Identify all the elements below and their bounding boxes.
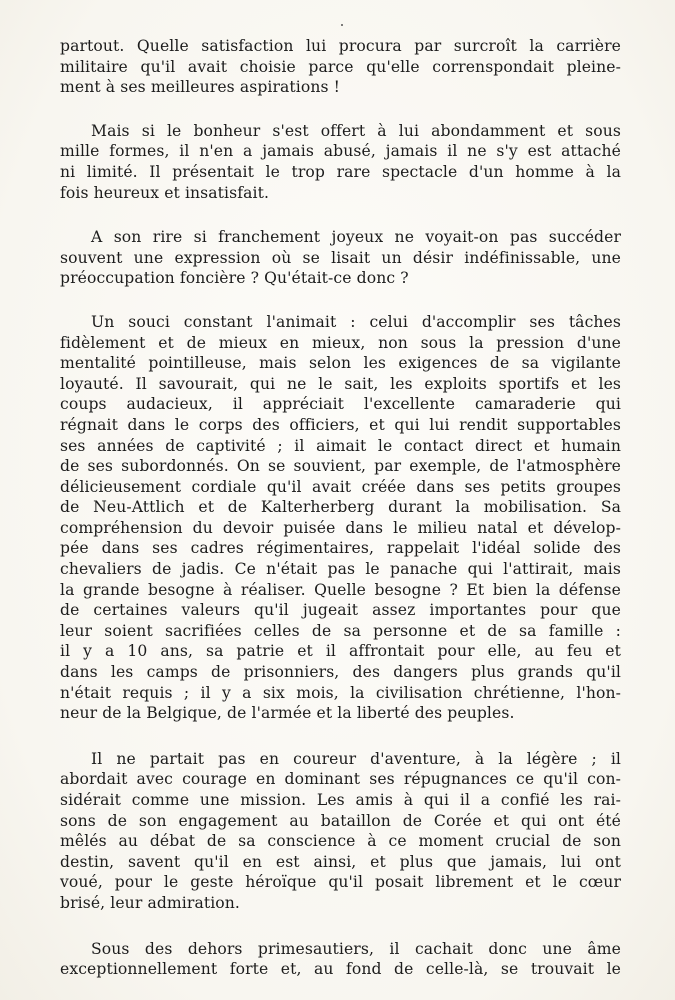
paragraph-4 — [60, 312, 621, 724]
text-line: leur soient sacrifiées celles de sa personne et de sa famille : — [60, 621, 621, 640]
text-line: ni limité. Il présentait le trop rare spectacle d'un homme à la — [60, 162, 621, 181]
text-line: pée dans ses cadres régimentaires, rappelait l'idéal solide des — [60, 539, 621, 558]
text-line: partout. Quelle satisfaction lui procura par surcroît la carrière — [60, 37, 621, 55]
text-line: délicieusement cordiale qu'il avait créée dans ses petits groupes — [60, 477, 621, 496]
text-line: voué, pour le geste héroïque qu'il posait librement et le cœur — [60, 873, 621, 892]
text-line: ment à ses meilleures aspirations ! — [60, 78, 341, 97]
paragraph-5 — [60, 749, 621, 914]
paragraph-2 — [60, 121, 621, 203]
text-line: de Neu-Attlich et de Kalterherberg durant la mobilisation. Sa — [60, 498, 621, 517]
text-line: abordait avec courage en dominant ses répugnances ce qu'il con- — [60, 770, 621, 789]
text-line: militaire qu'il avait choisie parce qu'elle correnspondait pleine- — [60, 57, 621, 76]
text-line: destin, savent qu'il en est ainsi, et plus que jamais, lui ont — [60, 852, 621, 871]
paragraph-6 — [60, 939, 621, 980]
ink-speck — [341, 24, 343, 26]
text-line: Un souci constant l'animait : celui d'accomplir ses tâches — [91, 312, 621, 331]
text-line: loyauté. Il savourait, qui ne le sait, les exploits sportifs et les — [60, 374, 621, 393]
paragraph-3 — [60, 227, 621, 289]
text-line: n'était requis ; il y a six mois, la civilisation chrétienne, l'hon- — [60, 683, 621, 702]
text-line: fidèlement et de mieux en mieux, non sous la pression d'une — [60, 333, 621, 352]
text-line: chevaliers de jadis. Ce n'était pas le panache qui l'attirait, mais — [60, 560, 621, 579]
text-line: de certaines valeurs qu'il jugeait assez importantes pour que — [60, 601, 621, 620]
text-line: coups audacieux, il appréciait l'excellente camaraderie qui — [60, 395, 621, 414]
text-line: mentalité pointilleuse, mais selon les exigences de sa vigilante — [60, 354, 621, 373]
body-text — [60, 36, 621, 980]
text-line: A son rire si franchement joyeux ne voyait-on pas succéder — [91, 228, 621, 247]
text-line: préoccupation foncière ? Qu'était-ce donc ? — [60, 269, 409, 288]
paragraph-1 — [60, 36, 621, 98]
text-line: de ses subordonnés. On se souvient, par exemple, de l'atmosphère — [60, 457, 621, 476]
text-line: mille formes, il n'en a jamais abusé, jamais il ne s'y est attaché — [60, 142, 621, 161]
text-line: exceptionnellement forte et, au fond de celle-là, se trouvait le — [60, 960, 621, 979]
text-line: Il ne partait pas en coureur d'aventure, à la légère ; il — [91, 749, 621, 768]
text-line: souvent une expression où se lisait un désir indéfinissable, une — [60, 248, 621, 267]
text-line: régnait dans le corps des officiers, et qui lui rendit supportables — [60, 415, 621, 434]
text-line: Mais si le bonheur s'est offert à lui abondamment et sous — [91, 121, 621, 140]
text-line: brisé, leur admiration. — [60, 893, 240, 912]
text-line: sons de son engagement au bataillon de Corée et qui ont été — [60, 811, 621, 830]
text-line: sidérait comme une mission. Les amis à qui il a confié les rai- — [60, 791, 621, 809]
text-line: fois heureux et insatisfait. — [60, 183, 270, 202]
text-line: dans les camps de prisonniers, des dangers plus grands qu'il — [60, 663, 621, 682]
text-line: compréhension du devoir puisée dans le milieu natal et dévelop- — [60, 518, 621, 537]
text-line: ses années de captivité ; il aimait le contact direct et humain — [60, 436, 621, 455]
text-line: neur de la Belgique, de l'armée et la liberté des peuples. — [60, 704, 515, 723]
text-line: Sous des dehors primesautiers, il cachait donc une âme — [91, 939, 621, 958]
text-line: mêlés au débat de sa conscience à ce moment crucial de son — [60, 832, 621, 851]
text-line: il y a 10 ans, sa patrie et il affrontait pour elle, au feu et — [60, 642, 621, 661]
text-line: la grande besogne à réaliser. Quelle besogne ? Et bien la défense — [60, 580, 621, 599]
